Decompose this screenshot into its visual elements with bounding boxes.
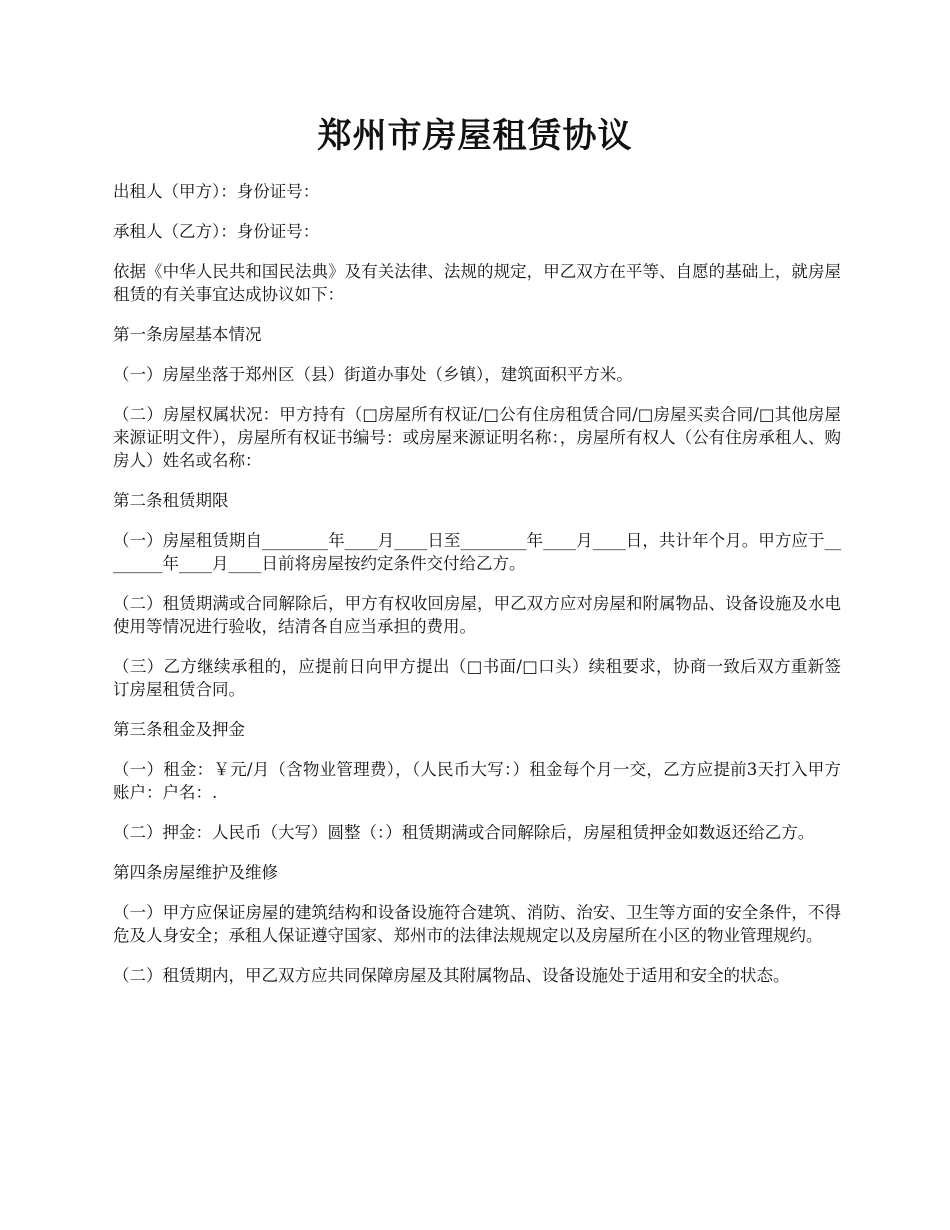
party-b-line: 承租人（乙方）：身份证号： [113,222,320,241]
article-1-heading: 第一条房屋基本情况 [113,325,262,344]
article-3-clause-1: （一）租金：￥元/月（含物业管理费），（人民币大写：）租金每个月一交，乙方应提前3天打入甲方账户：户名：. [113,760,841,802]
document-body [113,180,841,1004]
article-1-clause-1: （一）房屋坐落于郑州区（县）街道办事处（乡镇），建筑面积平方米。 [113,365,633,384]
preamble-paragraph: 依据《中华人民共和国民法典》及有关法律、法规的规定，甲乙双方在平等、自愿的基础上，就房屋租赁的有关事宜达成协议如下： [113,262,841,304]
article-3-clause-2: （二）押金：人民币（大写）圆整（：）租赁期满或合同解除后，房屋租赁押金如数返还给乙方。 [113,823,815,842]
article-3-heading: 第三条租金及押金 [113,720,245,739]
article-4-heading: 第四条房屋维护及维修 [113,863,278,882]
article-1-clause-2: （二）房屋权属状况：甲方持有（□房屋所有权证/□公有住房租赁合同/□房屋买卖合同/□其他房屋来源证明文件），房屋所有权证书编号：或房屋来源证明名称：，房屋所有权人（公有住房承租人、购房人）姓名或名称： [113,405,841,470]
party-a-line: 出租人（甲方）：身份证号： [113,182,320,201]
article-2-heading: 第二条租赁期限 [113,491,229,510]
document-title: 郑州市房屋租赁协议 [317,116,633,156]
article-2-clause-1: （一）房屋租赁期自________年____月____日至________年____月____日，共计年个月。甲方应于________年____月____日前将房屋按约定条件交付给乙方。 [113,531,841,573]
article-2-clause-3: （三）乙方继续承租的，应提前日向甲方提出（□书面/□口头）续租要求，协商一致后双方重新签订房屋租赁合同。 [113,657,841,699]
article-4-clause-2: （二）租赁期内，甲乙双方应共同保障房屋及其附属物品、设备设施处于适用和安全的状态。 [113,966,790,985]
article-2-clause-2: （二）租赁期满或合同解除后，甲方有权收回房屋，甲乙双方应对房屋和附属物品、设备设施及水电使用等情况进行验收，结清各自应当承担的费用。 [113,594,841,636]
article-4-clause-1: （一）甲方应保证房屋的建筑结构和设备设施符合建筑、消防、治安、卫生等方面的安全条件，不得危及人身安全；承租人保证遵守国家、郑州市的法律法规规定以及房屋所在小区的物业管理规约。 [113,903,841,945]
